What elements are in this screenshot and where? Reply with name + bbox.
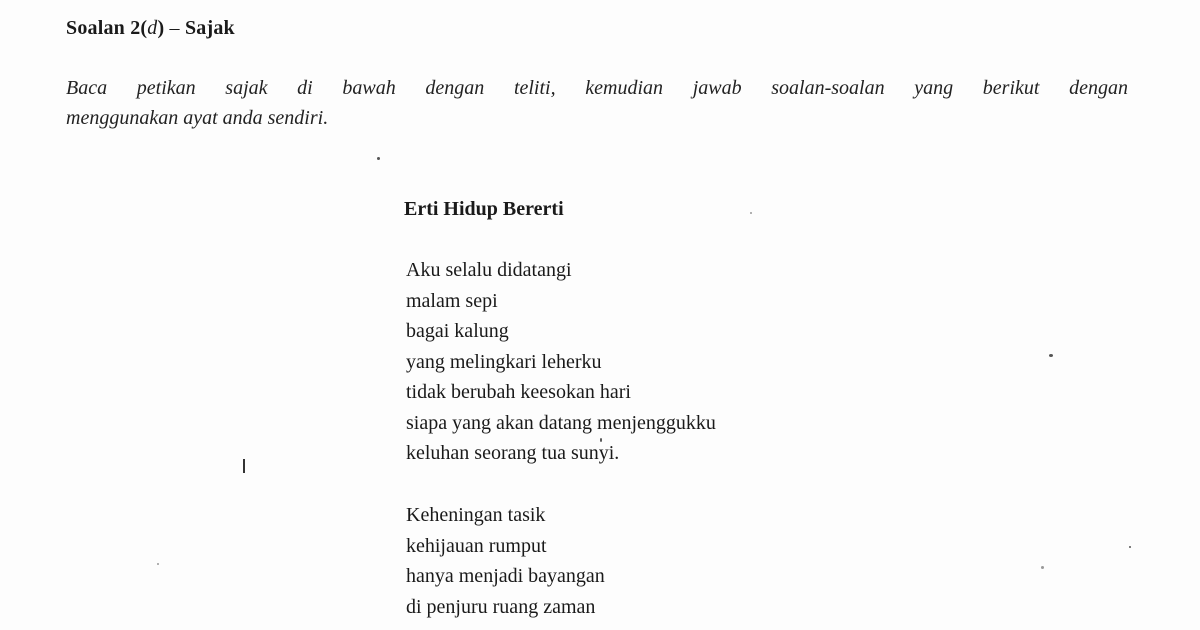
poem-line: di penjuru ruang zaman (406, 595, 596, 618)
poem-stanza-2 (406, 500, 605, 622)
poem-line: Aku selalu didatangi (406, 259, 572, 281)
scan-speck (157, 563, 159, 565)
scan-speck (600, 438, 602, 442)
heading-dash: – (164, 17, 185, 39)
poem-line: kehijauan rumput (406, 534, 547, 557)
scan-speck (1049, 354, 1053, 357)
poem-line: tidak berubah keesokan hari (406, 381, 631, 403)
scan-speck (377, 157, 380, 160)
heading-topic: Sajak (184, 17, 235, 39)
scan-speck (750, 212, 752, 214)
poem-title: Erti Hidup Bererti (404, 198, 564, 220)
poem-line: hanya menjadi bayangan (406, 565, 605, 587)
poem-line: keluhan seorang tua sunyi. (406, 442, 620, 464)
heading-suffix: ) (157, 17, 165, 39)
heading-prefix: Soalan 2( (66, 17, 148, 39)
poem-line: Keheningan tasik (406, 504, 546, 526)
poem-line: yang melingkari leherku (406, 350, 602, 373)
scan-mark (243, 459, 245, 473)
scan-speck (1129, 546, 1131, 548)
poem-line: malam sepi (406, 289, 498, 312)
question-heading (66, 17, 235, 40)
poem-line: siapa yang akan datang menjenggukku (406, 411, 716, 434)
scan-speck (1041, 566, 1044, 569)
instruction-text (66, 73, 1128, 133)
instruction-line-2: menggunakan ayat anda sendiri. (66, 107, 329, 129)
instruction-line-1: Baca petikan sajak di bawah dengan teliti, kemudian jawab soalan-soalan yang berikut dengan (66, 77, 1128, 99)
poem-line: bagai kalung (406, 320, 509, 342)
poem-stanza-1 (406, 255, 716, 469)
heading-part-letter: d (147, 17, 158, 39)
